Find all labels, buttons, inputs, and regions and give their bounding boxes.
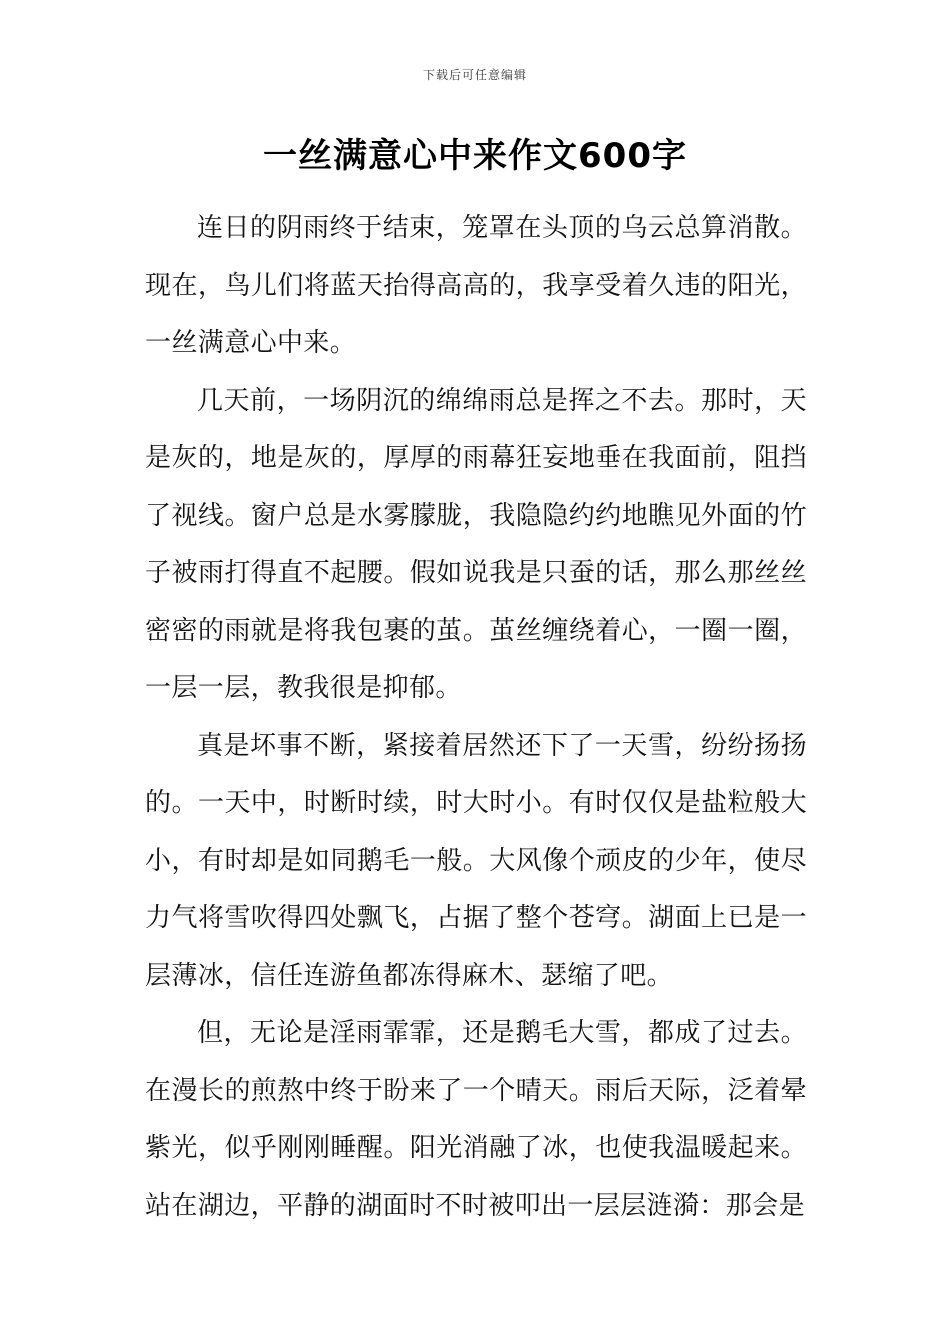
document-title: 一丝满意心中来作文600字 — [263, 136, 687, 176]
paragraph: 连日的阴雨终于结束，笼罩在头顶的乌云总算消散。现在，鸟儿们将蓝天抬得高高的，我享受着久违的阳光，一丝满意心中来。 — [145, 213, 807, 358]
document-body — [145, 200, 807, 1235]
paragraph: 但，无论是淫雨霏霏，还是鹅毛大雪，都成了过去。在漫长的煎熬中终于盼来了一个晴天。雨后天际，泛着晕紫光，似乎刚刚睡醒。阳光消融了冰，也使我温暖起来。站在湖边，平静的湖面时不时被叩出一层层涟漪：那会是 — [145, 1018, 807, 1221]
paragraph: 几天前，一场阴沉的绵绵雨总是挥之不去。那时，天是灰的，地是灰的，厚厚的雨幕狂妄地垂在我面前，阻挡了视线。窗户总是水雾朦胧，我隐隐约约地瞧见外面的竹子被雨打得直不起腰。假如说我是只蚕的话，那么那丝丝密密的雨就是将我包裹的茧。茧丝缠绕着心，一圈一圈，一层一层，教我很是抑郁。 — [145, 385, 807, 703]
paragraph: 真是坏事不断，紧接着居然还下了一天雪，纷纷扬扬的。一天中，时断时续，时大时小。有时仅仅是盐粒般大小，有时却是如同鹅毛一般。大风像个顽皮的少年，使尽力气将雪吹得四处飘飞，占据了整个苍穹。湖面上已是一层薄冰，信任连游鱼都冻得麻木、瑟缩了吧。 — [145, 730, 807, 991]
header-note: 下载后可任意编辑 — [422, 68, 527, 82]
